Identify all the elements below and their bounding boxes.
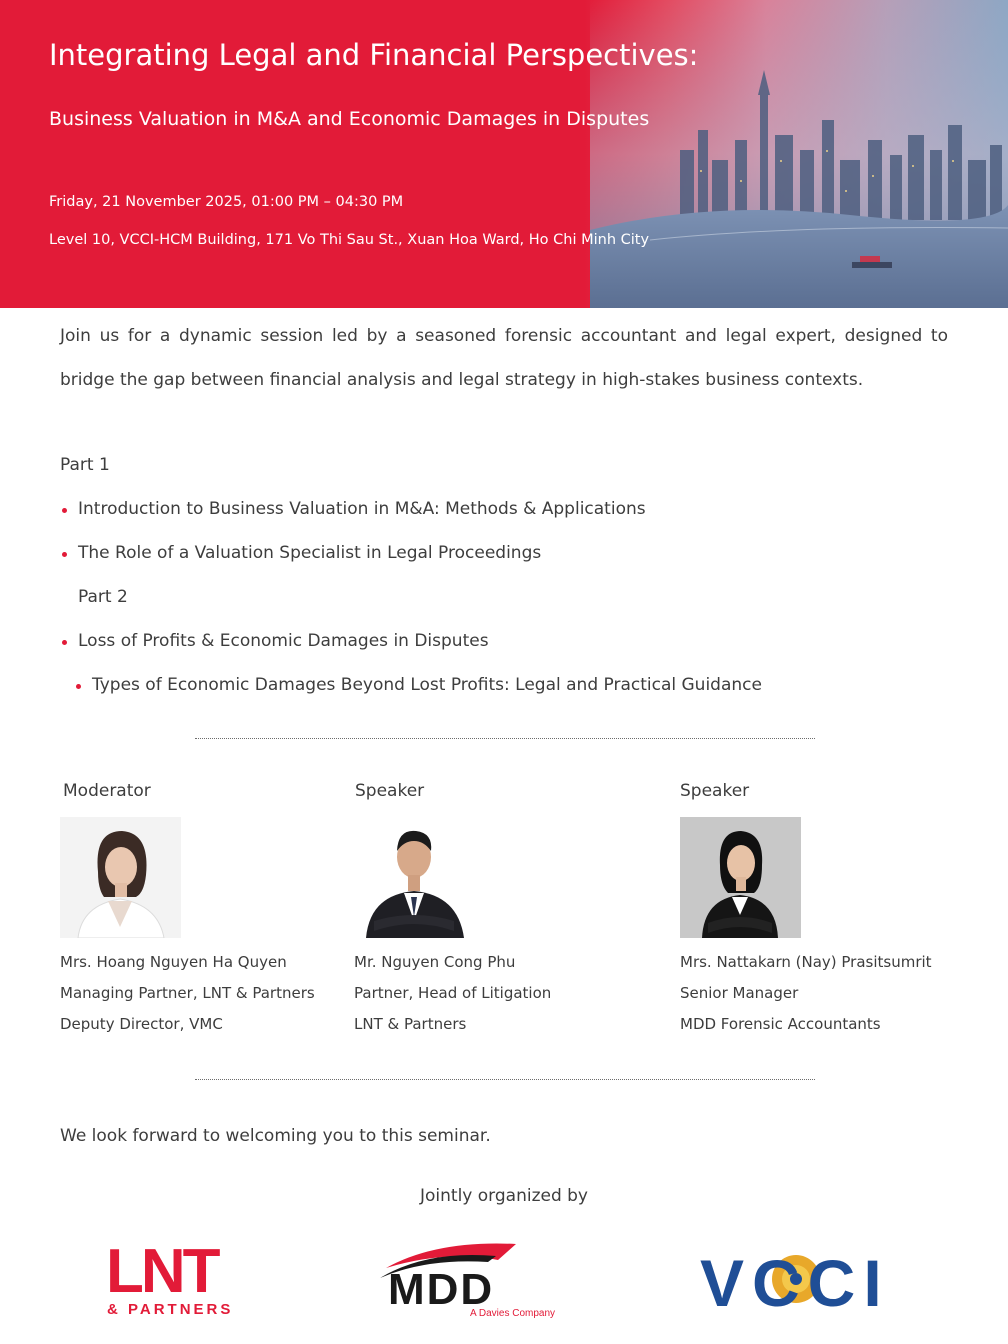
- speaker-name: Mrs. Nattakarn (Nay) Prasitsumrit: [680, 953, 932, 971]
- dotted-divider: [195, 738, 815, 739]
- bullet-icon: [62, 640, 67, 645]
- bullet-icon: [76, 684, 81, 689]
- bullet-icon: [62, 552, 67, 557]
- speaker-name: Mr. Nguyen Cong Phu: [354, 953, 516, 971]
- event-venue: Level 10, VCCI-HCM Building, 171 Vo Thi Sau St., Xuan Hoa Ward, Ho Chi Minh City: [49, 232, 650, 248]
- header-banner: [0, 0, 1008, 308]
- speaker-title: Senior Manager: [680, 984, 799, 1002]
- moderator-role: Moderator: [63, 781, 151, 801]
- svg-text:& PARTNERS: & PARTNERS: [107, 1301, 234, 1318]
- speaker-title: Partner, Head of Litigation: [354, 984, 552, 1002]
- speaker-affiliation: LNT & Partners: [354, 1015, 467, 1033]
- speaker-photo: [680, 817, 801, 938]
- intro-paragraph: Join us for a dynamic session led by a seasoned forensic accountant and legal expert, designed to bridge the gap between financial analysis and legal strategy in high-stakes business contexts.: [60, 326, 948, 390]
- svg-text:A Davies Company: A Davies Company: [470, 1308, 556, 1319]
- moderator-title: Managing Partner, LNT & Partners: [60, 984, 315, 1002]
- speaker-affiliation: MDD Forensic Accountants: [680, 1015, 881, 1033]
- vcci-logo: [700, 1246, 900, 1312]
- agenda-item: Introduction to Business Valuation in M&A: Methods & Applications: [78, 499, 646, 519]
- lnt-partners-logo: [106, 1240, 250, 1320]
- agenda-item: The Role of a Valuation Specialist in Legal Proceedings: [78, 543, 542, 563]
- moderator-affiliation: Deputy Director, VMC: [60, 1015, 223, 1033]
- svg-text:MDD: MDD: [388, 1265, 495, 1314]
- agenda-item: Loss of Profits & Economic Damages in Disputes: [78, 631, 489, 651]
- bullet-icon: [62, 508, 67, 513]
- event-date: Friday, 21 November 2025, 01:00 PM – 04:30 PM: [49, 194, 404, 210]
- part2-label: Part 2: [78, 587, 128, 607]
- speaker-role: Speaker: [355, 781, 425, 801]
- event-subtitle: Business Valuation in M&A and Economic Damages in Disputes: [49, 108, 650, 130]
- moderator-photo: [60, 817, 181, 938]
- part1-label: Part 1: [60, 455, 110, 475]
- agenda-item: Types of Economic Damages Beyond Lost Profits: Legal and Practical Guidance: [92, 675, 762, 695]
- speaker-photo: [354, 817, 475, 938]
- organized-by-label: Jointly organized by: [420, 1186, 588, 1206]
- mdd-logo: [376, 1238, 576, 1322]
- event-title: Integrating Legal and Financial Perspectives:: [49, 38, 699, 72]
- svg-text:VCCI: VCCI: [700, 1246, 890, 1312]
- moderator-name: Mrs. Hoang Nguyen Ha Quyen: [60, 953, 287, 971]
- speaker-role: Speaker: [680, 781, 750, 801]
- svg-text:LNT: LNT: [106, 1240, 218, 1306]
- dotted-divider: [195, 1079, 815, 1080]
- closing-text: We look forward to welcoming you to this seminar.: [60, 1126, 491, 1146]
